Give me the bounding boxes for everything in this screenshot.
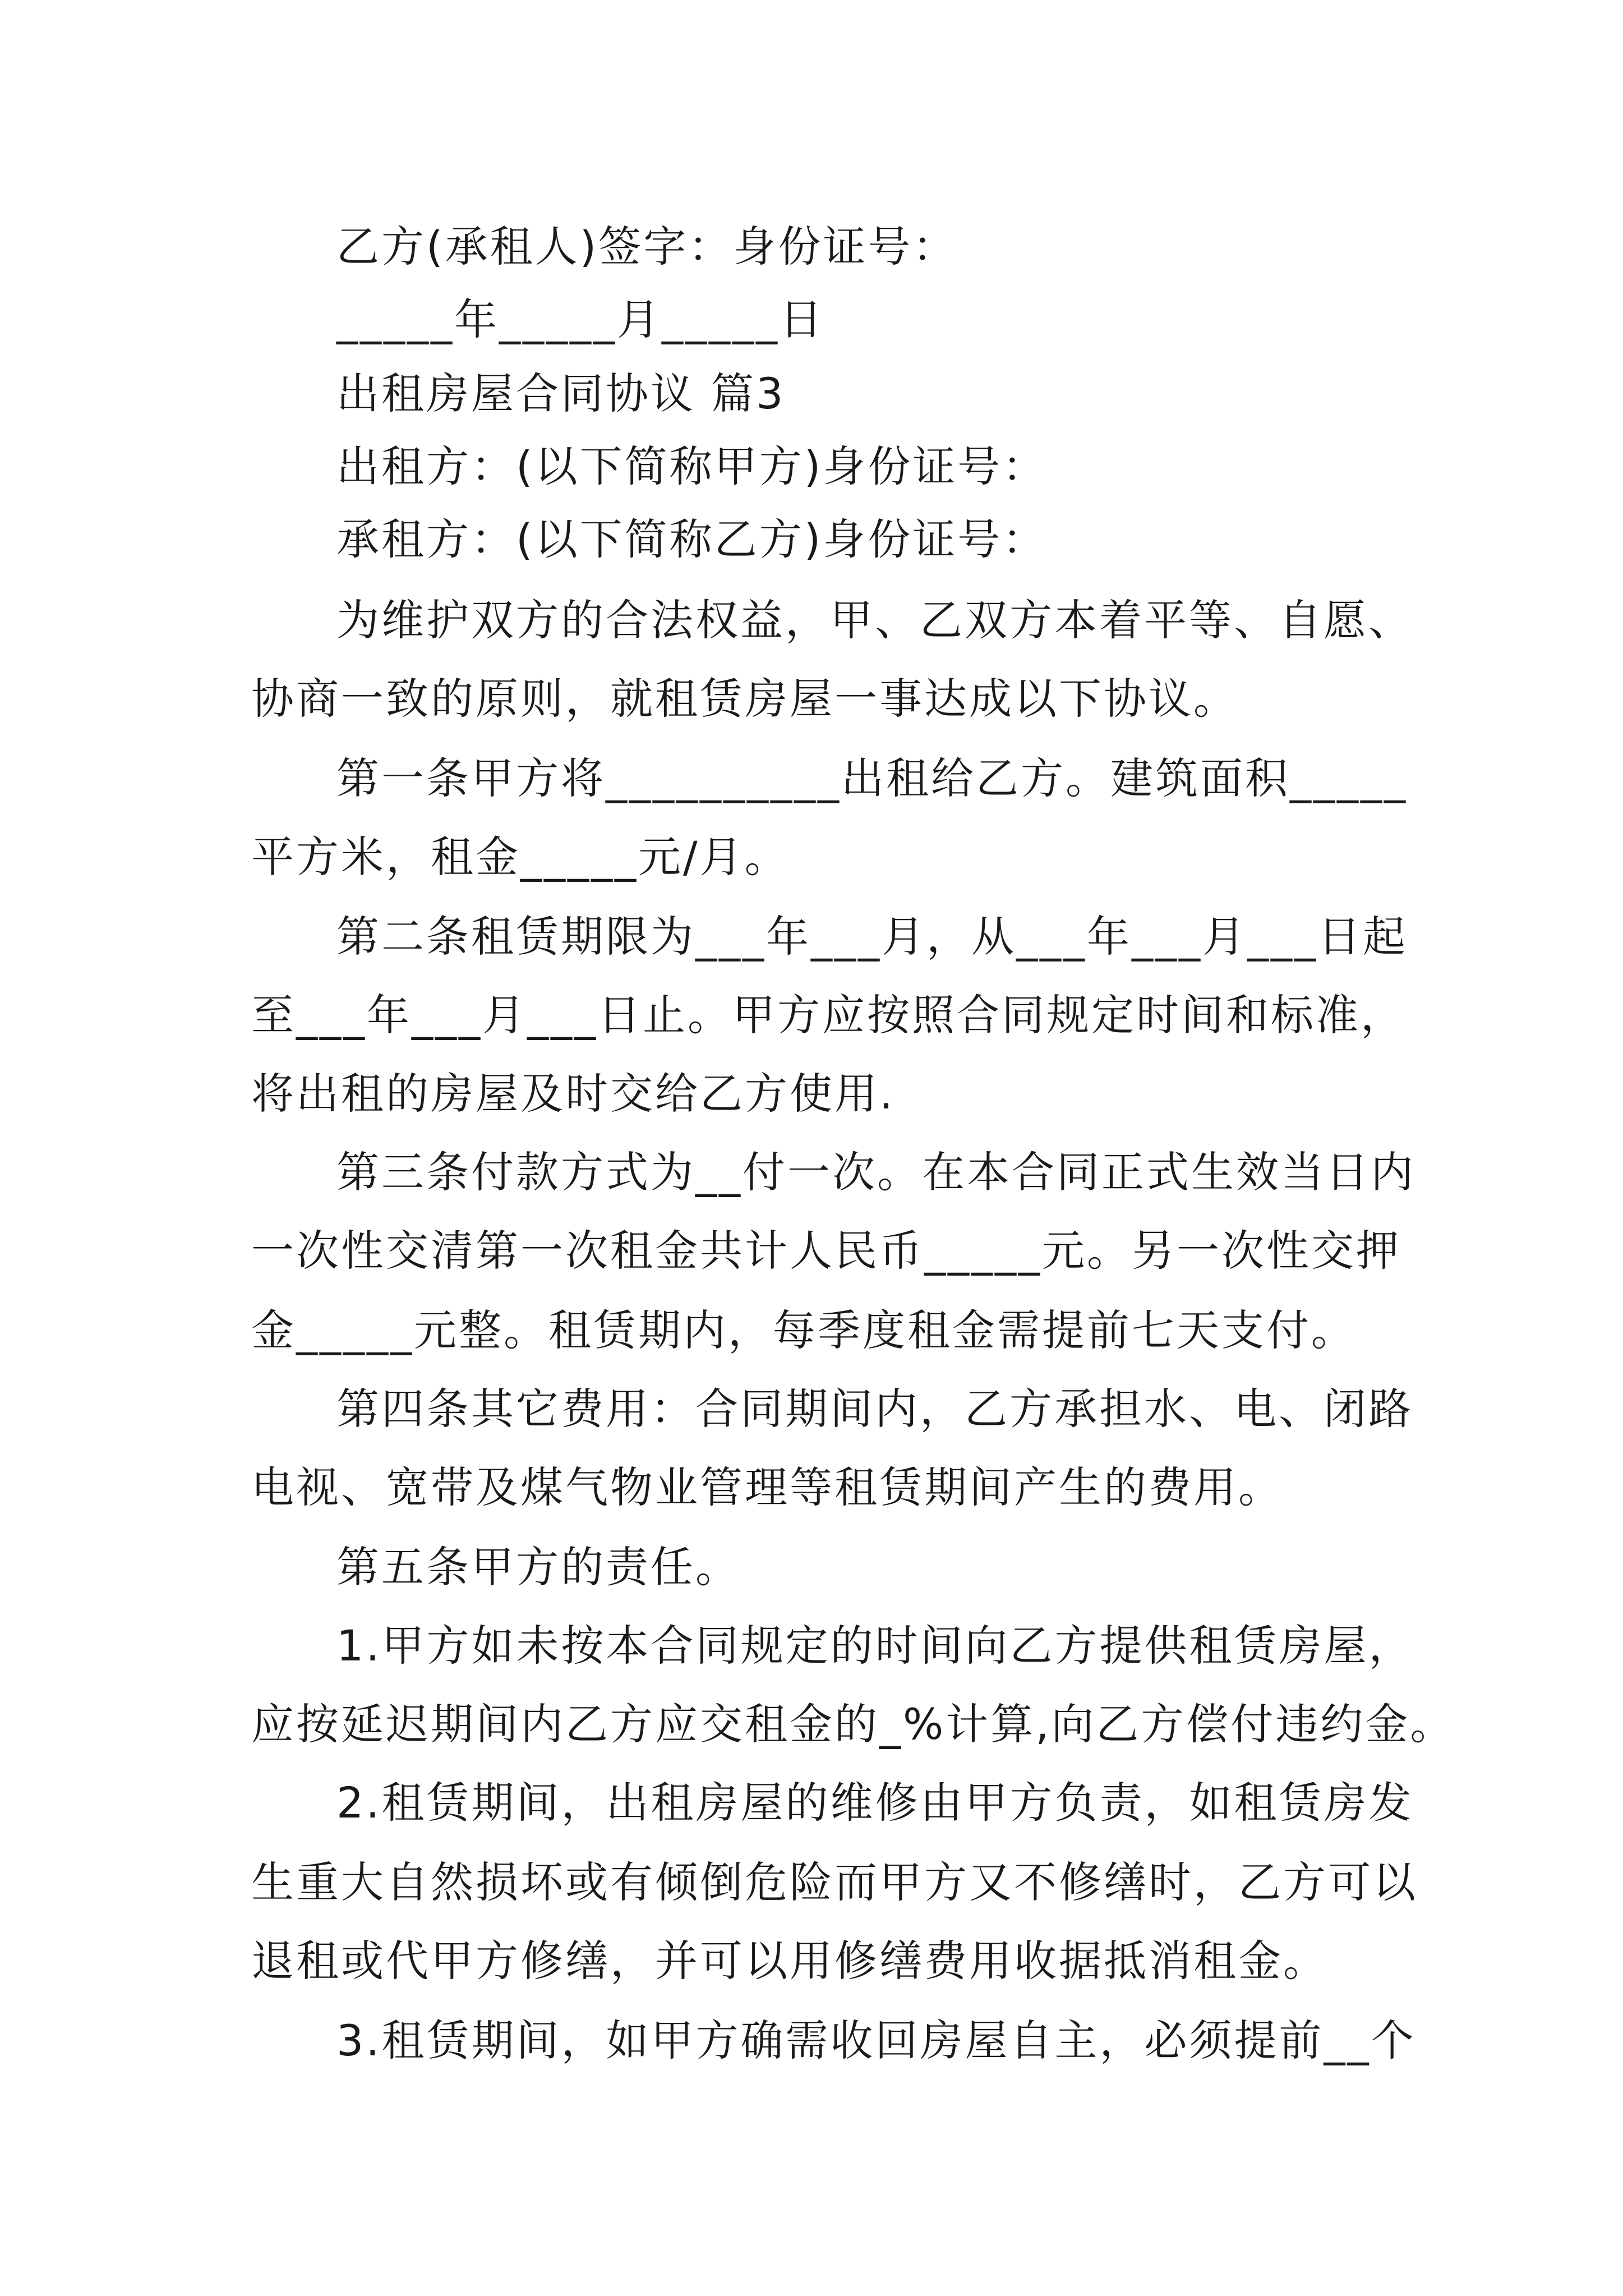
paragraph-line: 应按延迟期间内乙方应交租金的_%计算,向乙方偿付违约金。 [251,1699,1455,1749]
paragraph-line: 至___年___月___日止。甲方应按照合同规定时间和标准， [251,990,1405,1040]
paragraph-line: 第四条其它费用：合同期间内，乙方承担水、电、闭路 [336,1384,1413,1434]
paragraph-line: 生重大自然损坏或有倾倒危险而甲方又不修缮时，乙方可以 [251,1857,1418,1907]
paragraph-line: 3.租赁期间，如甲方确需收回房屋自主，必须提前__个 [336,2016,1416,2065]
paragraph-line: 一次性交清第一次租金共计人民币_____元。另一次性交押 [251,1226,1401,1276]
paragraph-line: 1.甲方如未按本合同规定的时间向乙方提供租赁房屋， [336,1621,1414,1671]
paragraph-line: 为维护双方的合法权益，甲、乙双方本着平等、自愿、 [336,595,1413,645]
paragraph-line: 金_____元整。租赁期内，每季度租金需提前七天支付。 [251,1305,1356,1355]
text-line: 出租方：(以下简称甲方)身份证号： [336,441,1048,491]
paragraph-line: 平方米，租金_____元/月。 [251,832,790,882]
text-line: 承租方：(以下简称乙方)身份证号： [336,514,1048,564]
paragraph-line: 电视、宽带及煤气物业管理等租赁期间产生的费用。 [251,1462,1283,1512]
paragraph-line: 第五条甲方的责任。 [336,1542,740,1592]
text-line: 乙方(承租人)签字：身份证号： [336,222,958,272]
paragraph-line: 第三条付款方式为__付一次。在本合同正式生效当日内 [336,1147,1415,1197]
paragraph-line: 协商一致的原则，就租赁房屋一事达成以下协议。 [251,674,1238,724]
text-line: _____年_____月_____日 [336,295,824,344]
paragraph-line: 2.租赁期间，出租房屋的维修由甲方负责，如租赁房发 [336,1778,1414,1828]
paragraph-line: 第二条租赁期限为___年___月，从___年___月___日起 [336,912,1408,961]
section-heading: 出租房屋合同协议 篇3 [336,369,786,418]
paragraph-line: 第一条甲方将__________出租给乙方。建筑面积_____ [336,753,1408,803]
paragraph-line: 退租或代甲方修缮，并可以用修缮费用收据抵消租金。 [251,1936,1328,1986]
paragraph-line: 将出租的房屋及时交给乙方使用. [251,1069,896,1119]
